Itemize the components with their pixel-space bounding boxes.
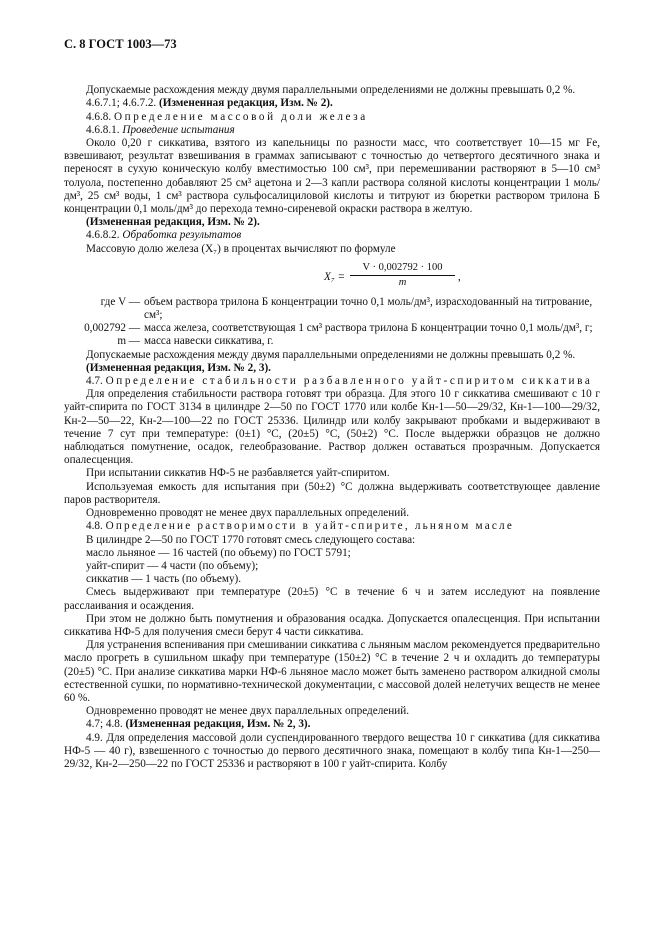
section-title: Определение массовой доли железа <box>113 110 368 123</box>
paragraph: Массовую долю железа (X₇) в процентах вычисляют по формуле <box>86 242 396 255</box>
variable-key: где V — <box>100 295 140 308</box>
formula-tail: , <box>458 270 461 283</box>
document-page <box>64 38 600 771</box>
page-header: С. 8 ГОСТ 1003—73 <box>64 37 177 51</box>
section-number: 4.7; 4.8. <box>86 718 126 731</box>
section-number: 4.6.7.1; 4.6.7.2. <box>86 97 160 110</box>
formula <box>64 259 600 293</box>
paragraph <box>64 718 600 731</box>
amendment-note: (Измененная редакция, Изм. № 2, 3). <box>86 361 271 374</box>
section-number: 4.8. <box>86 520 106 533</box>
paragraph <box>64 97 600 110</box>
amendment-note: (Измененная редакция, Изм. № 2). <box>86 216 260 229</box>
paragraph: Для определения стабильности раствора готовят три образца. Для этого 10 г сиккатива смешивают с 10 г уайт-спирита по ГОСТ 3134 в цилиндре 2—50 по ГОСТ 1770 или колбе Кн-1—50—29/32, Кн-1—100—29/32, Кн-2—50—22, Кн-2—100—22 по ГОСТ 25336. Цилиндр или колбу закрывают пробками и выдерживают в течение 7 сут при температуре: (0±1) °С, (20±5) °С, (50±2) °С. После выдержки образцов не должно наблюдаться помутнение, осадок, гелеобразование. Раствор должен оставаться прозрачным. Допускается опалесценция. <box>64 388 600 467</box>
amendment-note: (Измененная редакция, Изм. № 2). <box>159 97 333 110</box>
formula-numerator: V · 0,002792 · 100 <box>350 261 455 276</box>
formula-lhs: X₇ = <box>324 270 346 283</box>
paragraph: Одновременно проводят не менее двух параллельных определений. <box>86 705 409 718</box>
section-title: Обработка результатов <box>122 229 242 242</box>
variable-desc: масса железа, соответствующая 1 см³ раствора трилона Б концентрации точно 0,1 моль/дм³, г; <box>144 322 593 335</box>
paragraph: Используемая емкость для испытания при (50±2) °С должна выдерживать соответствующее давление паров растворителя. <box>64 480 600 506</box>
section-title: Определение стабильности разбавленного уайт-спиритом сиккатива <box>105 375 593 388</box>
variable-key: 0,002792 — <box>84 322 140 335</box>
section-title: Проведение испытания <box>122 123 235 136</box>
variable-desc: масса навески сиккатива, г. <box>144 335 274 348</box>
list-item: масло льняное — 16 частей (по объему) по ГОСТ 5791; <box>86 546 351 559</box>
paragraph: При испытании сиккатив НФ-5 не разбавляется уайт-спиритом. <box>86 467 390 480</box>
section-number: 4.6.8. <box>86 110 114 123</box>
section-heading <box>64 375 600 388</box>
section-heading <box>64 111 600 124</box>
paragraph: Допускаемые расхождения между двумя параллельными определениями не должны превышать 0,2 %. <box>86 84 576 97</box>
paragraph: Для устранения вспенивания при смешивании сиккатива с льняным маслом рекомендуется предварительно масло прогреть в сушильном шкафу при температуре (150±2) °С в течение 2 ч и охладить до температуры (20±5) °С. При анализе сиккатива марки НФ-6 льняное масло может быть заменено раствором алкидной смолы естественной сушки, по нормативно-технической документации, с массовой долей нелетучих веществ не менее 60 %. <box>64 639 600 704</box>
paragraph: 4.9. Для определения массовой доли суспендированного твердого вещества 10 г сиккатива (для сиккатива НФ-5 — 40 г), взвешенного с точностью до первого десятичного знака, помещают в колбу типа Кн-1—250—29/32, Кн-2—250—22 по ГОСТ 25336 и растворяют в 100 г уайт-спирита. Колбу <box>64 731 600 770</box>
variable-desc: объем раствора трилона Б концентрации точно 0,1 моль/дм³, израсходованный на титрование, см³; <box>144 295 593 322</box>
formula-fraction <box>350 261 455 289</box>
paragraph: Допускаемые расхождения между двумя параллельными определениями не должны превышать 0,2 %. <box>86 348 576 361</box>
section-title: Определение растворимости в уайт-спирите, льняном масле <box>105 520 514 533</box>
subsection-heading <box>64 124 600 137</box>
formula-denominator: m <box>398 277 407 289</box>
variable-key: m — <box>117 335 140 348</box>
section-number: 4.7. <box>86 375 106 388</box>
paragraph: Около 0,20 г сиккатива, взятого из капельницы по разности масс, что соответствует 10—15 мг Fe, взвешивают, результат взвешивания в граммах записывают с точностью до четвертого десятичного знака и переносят в сухую коническую колбу вместимостью 100 см³, при перемешивании растворяют в 5—10 см³ толуола, постепенно добавляют 25 см³ ацетона и 2—3 капли раствора соляной кислоты концентрации 1 моль/дм³, 25 см³ воды, 1 см³ раствора сульфосалициловой кислоты и титруют из бюретки раствором трилона Б концентрации 0,1 моль/дм³ до перехода темно-сиреневой окраски раствора в желтую. <box>64 137 600 216</box>
section-heading <box>64 520 600 533</box>
variable-definitions <box>64 296 600 349</box>
amendment-note: (Измененная редакция, Изм. № 2, 3). <box>125 718 311 731</box>
paragraph: В цилиндре 2—50 по ГОСТ 1770 готовят смесь следующего состава: <box>86 533 416 546</box>
paragraph: Одновременно проводят не менее двух параллельных определений. <box>86 507 409 520</box>
paragraph: Смесь выдерживают при температуре (20±5) °С в течение 6 ч и затем исследуют на появление расслаивания и осаждения. <box>64 586 600 612</box>
subsection-heading <box>64 229 600 242</box>
list-item: сиккатив — 1 часть (по объему). <box>86 573 242 586</box>
section-number: 4.6.8.1. <box>86 123 123 136</box>
paragraph: При этом не должно быть помутнения и образования осадка. Допускается опалесценция. При испытании сиккатива НФ-5 для получения смеси берут 4 части сиккатива. <box>64 612 600 638</box>
section-number: 4.6.8.2. <box>86 229 123 242</box>
list-item: уайт-спирит — 4 части (по объему); <box>86 559 259 572</box>
